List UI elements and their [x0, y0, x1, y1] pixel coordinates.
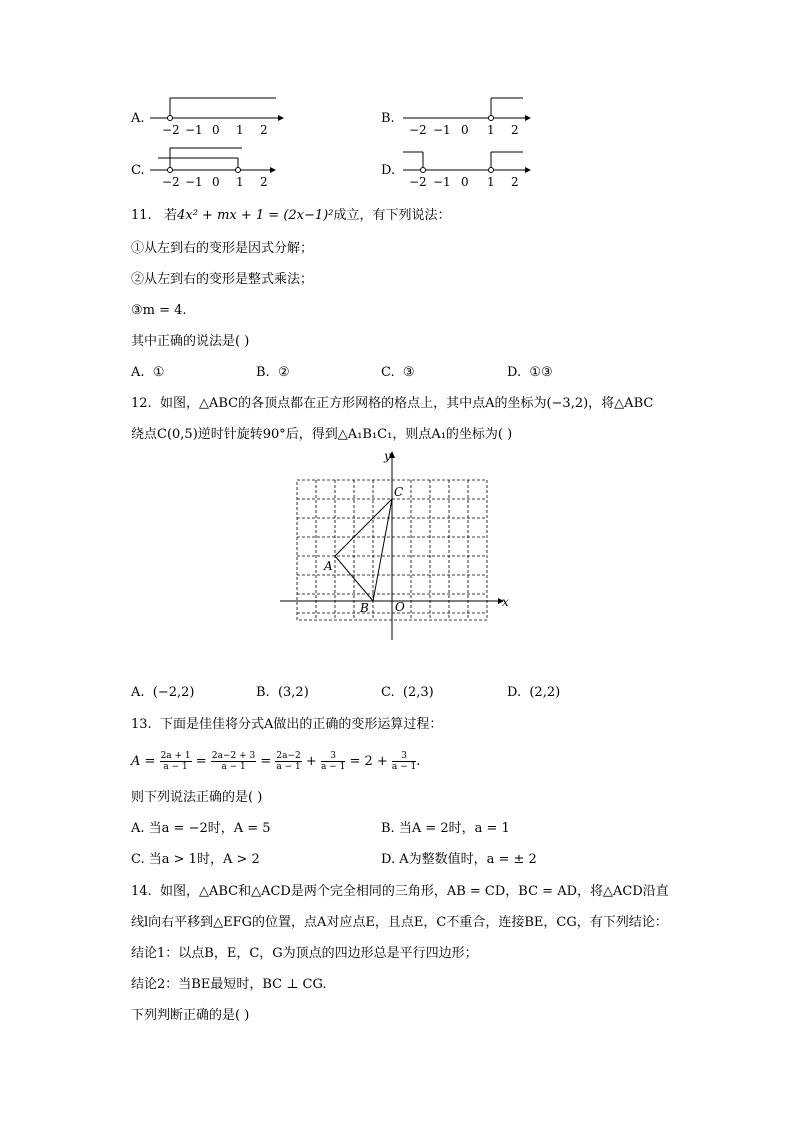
- fraction-3: [275, 751, 301, 772]
- q12-text-1: 如图，△ABC的各顶点都在正方形网格的格点上，其中点A的坐标为(−3,2)，将△ABC: [159, 396, 654, 411]
- choice-label: D.: [381, 852, 396, 867]
- choice-text: 当A = 2时，a = 1: [398, 821, 510, 836]
- tick: 0: [461, 175, 469, 189]
- q10-option-a-number-line: [150, 94, 285, 142]
- label-a: A: [324, 559, 333, 573]
- q12-choice-c[interactable]: [381, 684, 434, 702]
- q14-number: 14.: [131, 884, 152, 899]
- q13-question: 则下列说法正确的是( ): [131, 790, 263, 805]
- label-o: O: [395, 600, 405, 614]
- eq-sign: =: [260, 754, 272, 769]
- q14-question: 下列判断正确的是( ): [131, 1008, 250, 1023]
- plus-sign: +: [305, 754, 317, 769]
- q10-option-c-label: C.: [131, 163, 145, 178]
- choice-label: C.: [131, 852, 145, 867]
- choice-text: (2,3): [402, 685, 434, 700]
- q10-option-b-number-line: [403, 94, 533, 142]
- choice-text: 当a > 1时，A > 2: [148, 852, 260, 867]
- choice-label: B.: [256, 685, 270, 700]
- q13-number: 13.: [131, 717, 152, 732]
- tick: 0: [461, 123, 469, 137]
- tick: 0: [212, 175, 220, 189]
- q13-stem: [131, 716, 442, 734]
- fraction-den: a − 1: [276, 762, 301, 772]
- q11-stem-pre: 若: [164, 208, 178, 223]
- period: .: [416, 754, 421, 769]
- label-x: x: [502, 595, 509, 609]
- choice-text: ③: [402, 365, 415, 380]
- q12-grid-figure: [280, 448, 520, 652]
- label-b: B: [360, 601, 369, 615]
- choice-text: (−2,2): [152, 685, 195, 700]
- fraction-num: 2a + 1: [160, 751, 191, 761]
- q14-line3: 结论1：以点B，E，C，G为顶点的四边形总是平行四边形；: [131, 946, 478, 961]
- q13-choice-a[interactable]: [131, 820, 271, 838]
- fraction-den: a − 1: [221, 762, 246, 772]
- q13-equation: [131, 748, 420, 776]
- q13-choice-b[interactable]: [381, 820, 510, 838]
- tick: −2: [409, 175, 427, 189]
- choice-text: (2,2): [529, 685, 561, 700]
- choice-label: C.: [381, 365, 395, 380]
- tick: 2: [260, 175, 268, 189]
- choice-text: 当a = −2时，A = 5: [148, 821, 271, 836]
- choice-text: ②: [277, 365, 290, 380]
- choice-label: D.: [507, 685, 522, 700]
- choice-text: A为整数值时，a = ± 2: [399, 852, 537, 867]
- q11-equation: 4x² + mx + 1 = (2x−1)²: [177, 208, 334, 223]
- choice-label: A.: [131, 685, 145, 700]
- q10-option-d-number-line: [403, 146, 533, 194]
- fraction-den: a − 1: [320, 762, 346, 772]
- tick: −1: [185, 175, 203, 189]
- q14-line1: [131, 883, 669, 901]
- tick: −1: [185, 123, 203, 137]
- q11-statement-1: ①从左到右的变形是因式分解；: [131, 241, 314, 256]
- q12-number: 12.: [131, 396, 152, 411]
- choice-label: A.: [131, 821, 145, 836]
- q13-stem-text: 下面是佳佳将分式A做出的正确的变形运算过程：: [159, 717, 443, 732]
- q11-stem: [131, 207, 450, 225]
- q11-choice-d[interactable]: [507, 364, 553, 382]
- q13-choice-d[interactable]: [381, 851, 537, 869]
- label-c: C: [394, 485, 404, 499]
- choice-label: A.: [131, 365, 145, 380]
- triangle-abc: [335, 499, 392, 601]
- tick: 1: [487, 175, 495, 189]
- q12-line1: [131, 395, 653, 413]
- q14-line2: 线l向右平移到△EFG的位置，点A对应点E，且点E，C不重合，连接BE，CG，有下列结论：: [131, 915, 668, 930]
- q11-statement-3: ③m = 4.: [131, 303, 187, 318]
- fraction-1: [160, 751, 192, 772]
- label-y: y: [384, 449, 391, 463]
- choice-text: ①: [152, 365, 165, 380]
- tick: 1: [236, 175, 244, 189]
- tick: 1: [236, 123, 244, 137]
- tick: −1: [433, 123, 451, 137]
- tick: 2: [511, 175, 519, 189]
- choice-text: (3,2): [277, 685, 309, 700]
- eq-two-plus: = 2 +: [349, 754, 388, 769]
- q10-a-ticks: [162, 123, 268, 137]
- choice-label: C.: [381, 685, 395, 700]
- q14-line4: 结论2：当BE最短时，BC ⊥ CG.: [131, 977, 327, 992]
- q11-number: 11.: [131, 208, 152, 223]
- q12-line2: 绕点C(0,5)逆时针旋转90°后，得到△A₁B₁C₁，则点A₁的坐标为( ): [131, 427, 513, 442]
- fraction-den: a − 1: [391, 762, 417, 772]
- eq-sign: =: [195, 754, 207, 769]
- tick: −2: [162, 123, 180, 137]
- choice-label: B.: [256, 365, 270, 380]
- tick: 2: [260, 123, 268, 137]
- tick: 0: [212, 123, 220, 137]
- q12-choice-a[interactable]: [131, 684, 195, 702]
- q12-choice-b[interactable]: [256, 684, 309, 702]
- q10-option-d-label: D.: [381, 163, 396, 178]
- tick: 1: [487, 123, 495, 137]
- fraction-num: 2a−2 + 3: [211, 751, 256, 761]
- q12-choice-d[interactable]: [507, 684, 560, 702]
- q11-choice-b[interactable]: [256, 364, 290, 382]
- q11-question: 其中正确的说法是( ): [131, 334, 250, 349]
- fraction-den: a − 1: [163, 762, 188, 772]
- q11-stem-post: 成立，有下列说法：: [333, 208, 451, 223]
- fraction-2: [211, 751, 256, 772]
- q10-option-b-label: B.: [381, 111, 395, 126]
- fraction-num: 2a−2: [276, 751, 301, 761]
- q10-option-c-number-line: [150, 146, 285, 194]
- fraction-num: 3: [392, 751, 416, 762]
- q13-choice-c[interactable]: [131, 851, 260, 869]
- tick: −2: [162, 175, 180, 189]
- q11-choice-c[interactable]: [381, 364, 415, 382]
- tick: 2: [511, 123, 519, 137]
- eq-a: A =: [131, 754, 156, 769]
- fraction-4: [321, 751, 345, 772]
- tick: −2: [409, 123, 427, 137]
- fraction-num: 3: [321, 751, 345, 762]
- fraction-5: [392, 751, 416, 772]
- q10-option-a-label: A.: [131, 111, 145, 126]
- q14-text-1: 如图，△ABC和△ACD是两个完全相同的三角形，AB = CD，BC = AD，将△ACD沿直: [159, 884, 669, 899]
- choice-label: B.: [381, 821, 395, 836]
- q11-choice-a[interactable]: [131, 364, 164, 382]
- choice-text: ①③: [529, 365, 553, 380]
- q11-statement-2: ②从左到右的变形是整式乘法；: [131, 272, 314, 287]
- choice-label: D.: [507, 365, 522, 380]
- tick: −1: [433, 175, 451, 189]
